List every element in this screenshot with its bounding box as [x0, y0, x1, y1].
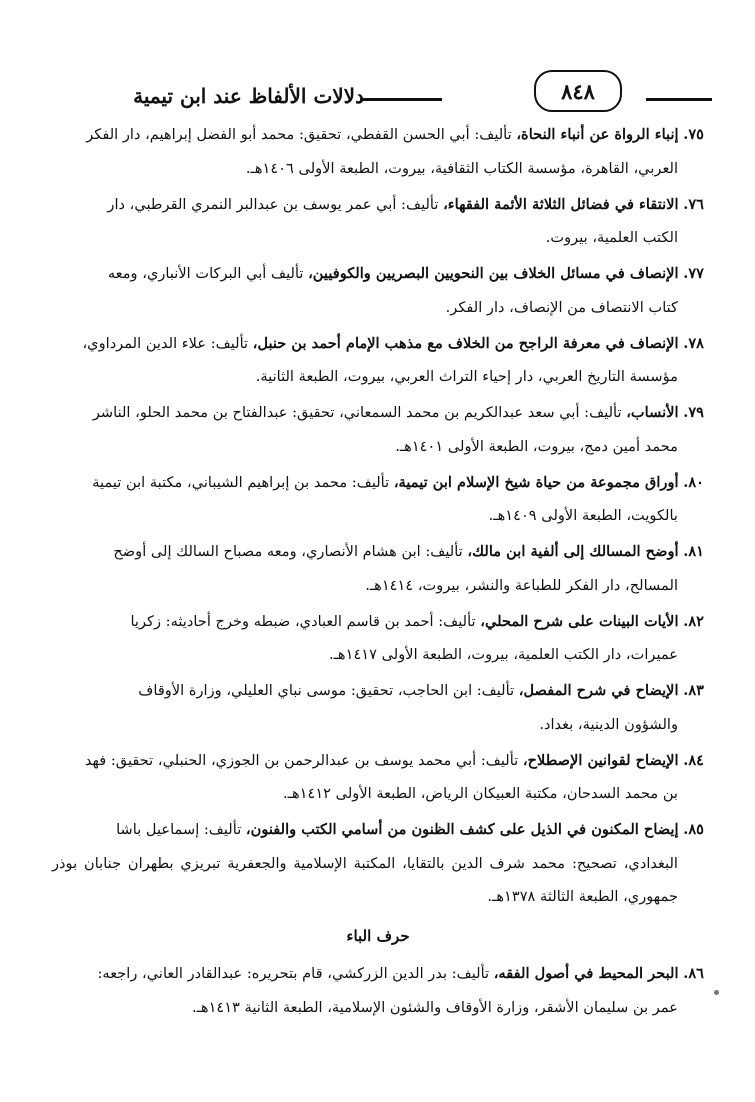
- entry-number: ٨١.: [683, 543, 704, 560]
- entry-number: ٧٥.: [683, 126, 704, 143]
- entry-title: أوراق مجموعة من حياة شيخ الإسلام ابن تيمية،: [393, 473, 679, 491]
- entry-title: الأيات البينات على شرح المحلي،: [480, 612, 679, 630]
- entry-details: تأليف أبي البركات الأنباري، ومعه: [107, 265, 309, 282]
- entry-number: ٧٦.: [683, 195, 704, 213]
- bibliography-entry: [52, 744, 704, 811]
- entry-title: الإنصاف في معرفة الراجح من الخلاف مع مذهب الإمام أحمد بن حنبل،: [252, 334, 679, 352]
- entry-title: الانتقاء في فضائل الثلاثة الأئمة الفقهاء،: [443, 195, 679, 213]
- bibliography-entry: [52, 535, 704, 602]
- bibliography-entry: [52, 118, 704, 185]
- running-header: [52, 70, 712, 120]
- bibliography-entry: [52, 327, 704, 394]
- entry-details: تأليف: ابن الحاجب، تحقيق: موسى نباي العليلي، وزارة الأوقاف: [138, 682, 519, 699]
- entry-title: الإيضاح لقوانين الإصطلاح،: [522, 751, 679, 769]
- entry-details: تأليف: علاء الدين المرداوي،: [82, 334, 253, 352]
- entry-details-continued: مؤسسة التاريخ العربي، دار إحياء التراث العربي، بيروت، الطبعة الثانية.: [255, 368, 678, 385]
- header-rule-middle: [360, 98, 442, 101]
- bibliography-list: [52, 118, 704, 1027]
- bibliography-entry: [52, 466, 704, 533]
- entry-title: أوضح المسالك إلى ألفية ابن مالك،: [467, 543, 679, 560]
- entry-number: ٨٤.: [683, 751, 704, 769]
- entry-details-continued: الكتب العلمية، بيروت.: [545, 229, 678, 246]
- entry-title: البحر المحيط في أصول الفقه،: [493, 965, 679, 982]
- entry-number: ٧٨.: [683, 334, 704, 352]
- bibliography-entry: [52, 605, 704, 672]
- entry-details-continued: والشؤون الدينية، بغداد.: [539, 715, 678, 733]
- bibliography-entry: [52, 396, 704, 463]
- entry-details-continued: البغدادي، تصحيح: محمد شرف الدين بالتقايا، المكتبة الإسلامية والجعفرية تبريزي بطهران جنابان بوذر جمهوري، الطبعة الثالثة ١٣٧٨هـ.: [52, 854, 678, 905]
- entry-details-continued: عميرات، دار الكتب العلمية، بيروت، الطبعة الأولى ١٤١٧هـ.: [329, 646, 678, 663]
- bibliography-entry: [52, 813, 704, 914]
- entry-details: تأليف: إسماعيل باشا: [116, 821, 246, 838]
- entry-details: تأليف: بدر الدين الزركشي، قام بتحريره: عبدالقادر العاني، راجعه:: [97, 965, 494, 982]
- entry-title: الأنساب،: [626, 404, 679, 421]
- entry-number: ٨٢.: [683, 612, 704, 630]
- entry-details: تأليف: محمد بن إبراهيم الشيباني، مكتبة ابن تيمية: [92, 473, 394, 491]
- entry-details: تأليف: أبي عمر يوسف بن عبدالبر النمري القرطبي، دار: [107, 195, 444, 213]
- entry-details: تأليف: أبي الحسن القفطي، تحقيق: محمد أبو الفضل إبراهيم، دار الفكر: [86, 126, 517, 143]
- section-heading: حرف الباء: [346, 926, 410, 945]
- entry-details-continued: عمر بن سليمان الأشقر، وزارة الأوقاف والشئون الإسلامية، الطبعة الثانية ١٤١٣هـ.: [191, 998, 678, 1016]
- bibliography-entry: [52, 957, 704, 1024]
- entry-number: ٨٠.: [683, 473, 704, 491]
- scan-speck: [714, 990, 719, 995]
- bibliography-entry: [52, 188, 704, 255]
- entry-number: ٨٦.: [683, 965, 704, 982]
- entry-details-continued: بن محمد السدحان، مكتبة العبيكان الرياض، الطبعة الأولى ١٤١٢هـ.: [283, 785, 678, 802]
- entry-number: ٧٩.: [683, 404, 704, 421]
- entry-number: ٧٧.: [683, 265, 704, 282]
- entry-number: ٨٥.: [683, 821, 704, 838]
- page-number: ٨٤٨: [561, 78, 595, 104]
- entry-details: تأليف: ابن هشام الأنصاري، ومعه مصباح السالك إلى أوضح: [113, 543, 468, 560]
- bibliography-entry: [52, 257, 704, 324]
- entry-details-continued: كتاب الانتصاف من الإنصاف، دار الفكر.: [445, 298, 678, 316]
- entry-details: تأليف: أحمد بن قاسم العبادي، ضبطه وخرج أحاديثه: زكريا: [130, 612, 481, 630]
- entry-details-continued: بالكويت، الطبعة الأولى ١٤٠٩هـ.: [488, 507, 678, 524]
- entry-details-continued: العربي، القاهرة، مؤسسة الكتاب الثقافية، بيروت، الطبعة الأولى ١٤٠٦هـ.: [245, 159, 678, 177]
- entry-details: تأليف: أبي محمد يوسف بن عبدالرحمن بن الجوزي، الحنبلي، تحقيق: فهد: [84, 751, 523, 769]
- bibliography-entry: [52, 674, 704, 741]
- entry-number: ٨٣.: [683, 682, 704, 699]
- page-number-box: [534, 70, 622, 112]
- entry-details-continued: محمد أمين دمج، بيروت، الطبعة الأولى ١٤٠١هـ.: [395, 437, 678, 455]
- entry-details: تأليف: أبي سعد عبدالكريم بن محمد السمعاني، تحقيق: عبدالفتاح بن محمد الحلو، الناشر: [92, 404, 627, 421]
- header-rule-right: [646, 98, 712, 101]
- entry-details-continued: المسالح، دار الفكر للطباعة والنشر، بيروت، ١٤١٤هـ.: [365, 576, 678, 594]
- entry-title: إيضاح المكنون في الذيل على كشف الظنون من أسامي الكتب والفنون،: [245, 821, 679, 838]
- entry-title: الإنصاف في مسائل الخلاف بين النحويين البصريين والكوفيين،: [308, 265, 679, 282]
- entry-title: إنباء الرواة عن أنباء النحاة،: [516, 126, 679, 143]
- running-title: دلالات الألفاظ عند ابن تيمية: [133, 84, 364, 108]
- entry-title: الإيضاح في شرح المفصل،: [518, 682, 679, 699]
